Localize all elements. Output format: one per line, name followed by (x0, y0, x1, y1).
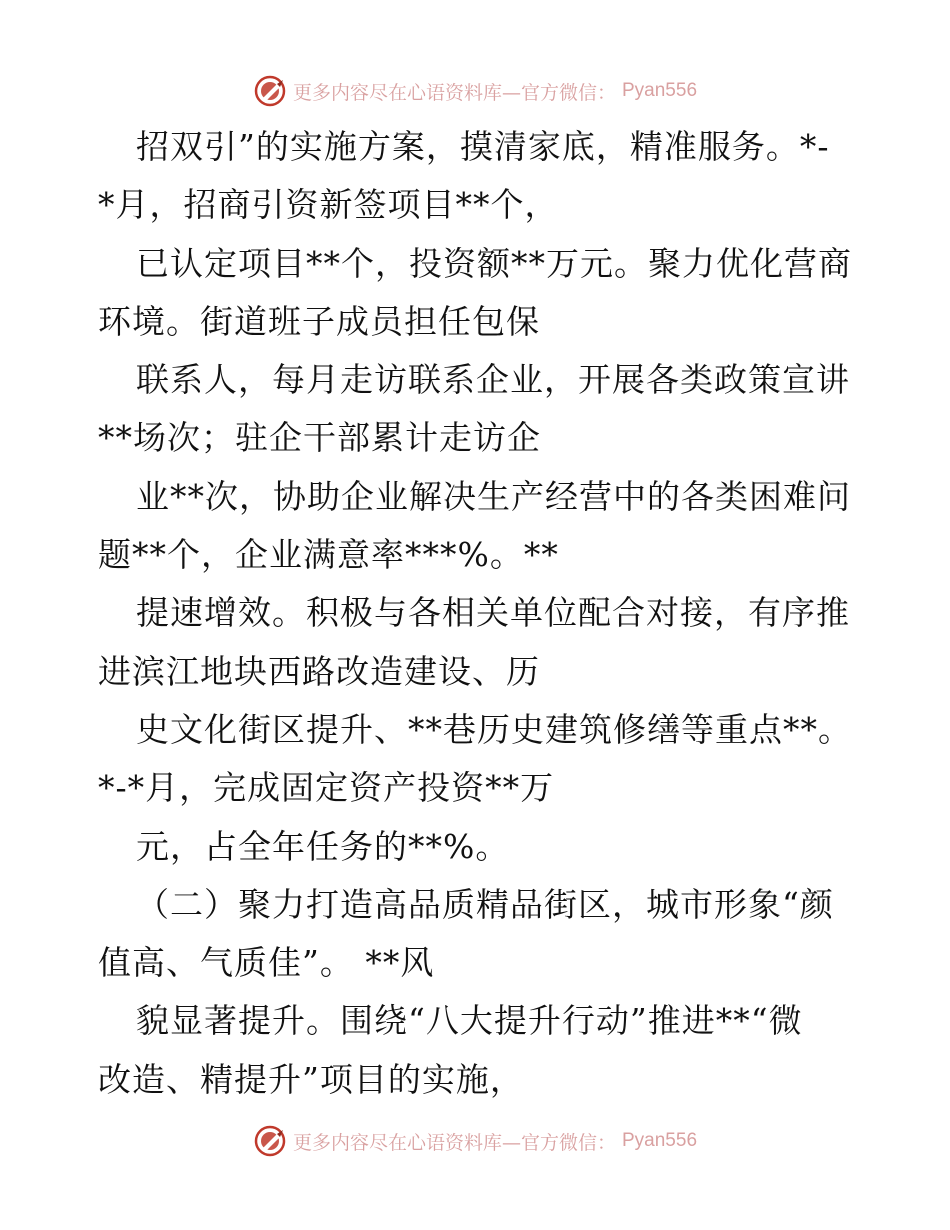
text-line: 联系人，每月走访联系企业，开展各类政策宣讲 (136, 360, 850, 400)
header-banner-text: 更多内容尽在心语资料库—官方微信： (292, 81, 616, 104)
text-line: 值高、气质佳”。 **风 (98, 943, 435, 983)
text-line: *月，招商引资新签项目**个， (98, 185, 559, 225)
header-watermark-banner (0, 71, 950, 111)
text-line: 貌显著提升。围绕“八大提升行动”推进**“微 (136, 1001, 803, 1041)
header-banner-wechat-id: Pyan556 (622, 80, 698, 101)
text-line: 业**次，协助企业解决生产经营中的各类困难问 (136, 476, 851, 516)
footer-banner-text: 更多内容尽在心语资料库—官方微信： (292, 1131, 616, 1154)
text-line: 提速增效。积极与各相关单位配合对接，有序推 (136, 593, 850, 633)
pen-seal-logo-icon (253, 1124, 287, 1158)
text-line: 史文化街区提升、**巷历史建筑修缮等重点**。 (136, 709, 852, 749)
text-line: 环境。街道班子成员担任包保 (98, 301, 540, 341)
text-line: 题**个，企业满意率***%。** (98, 535, 559, 575)
text-line: 招双引”的实施方案，摸清家底，精准服务。*- (136, 127, 830, 166)
text-line: *-*月，完成固定资产投资**万 (98, 768, 555, 808)
text-line: 元，占全年任务的**%。 (136, 826, 510, 866)
text-line: 改造、精提升”项目的实施， (98, 1059, 524, 1099)
document-body (98, 118, 858, 1109)
footer-banner-wechat-id: Pyan556 (622, 1130, 698, 1151)
pen-seal-logo-icon (253, 74, 287, 108)
footer-watermark-banner (0, 1121, 950, 1161)
text-line: 进滨江地块西路改造建设、历 (98, 651, 540, 691)
section-heading-line: （二）聚力打造高品质精品街区，城市形象“颜 (136, 884, 834, 924)
text-line: 已认定项目**个，投资额**万元。聚力优化营商 (136, 243, 852, 283)
text-line: **场次；驻企干部累计走访企 (98, 418, 541, 458)
